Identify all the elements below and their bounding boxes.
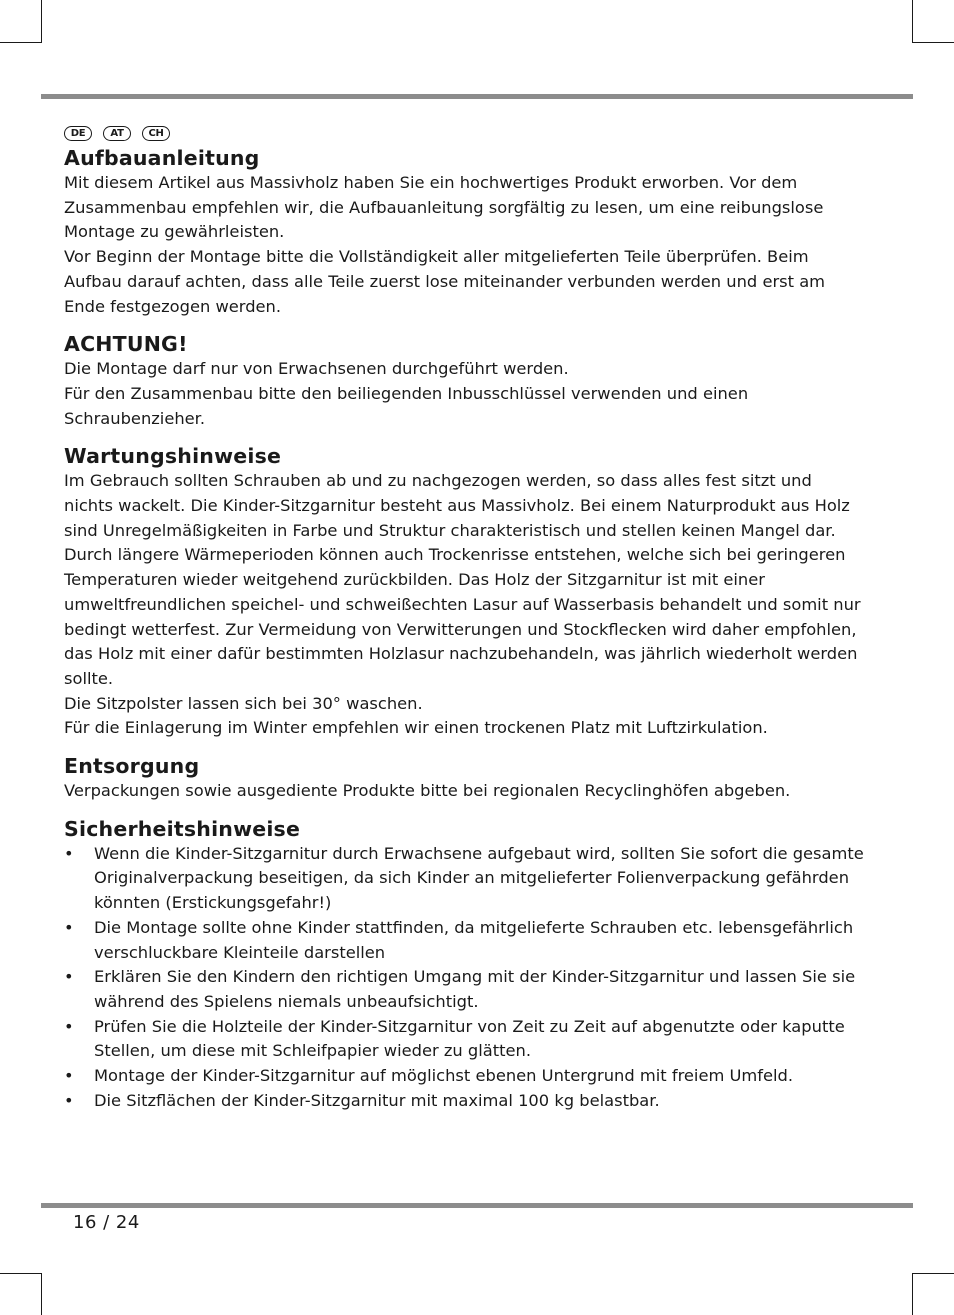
section-heading: ACHTUNG! xyxy=(64,332,188,357)
safety-list xyxy=(64,842,864,1114)
section-heading: Entsorgung xyxy=(64,754,200,779)
paragraph: Mit diesem Artikel aus Massivholz haben Sie ein hochwertiges Produkt erworben. Vor dem Zusammenbau empfehlen wir, die Aufbauanleitung sorgfältig zu lesen, um eine reibungslose Montage zu gewährleisten. xyxy=(64,173,824,242)
section-attention xyxy=(64,331,864,431)
section-disposal xyxy=(64,753,864,804)
page-number: 16 / 24 xyxy=(73,1212,140,1233)
crop-mark xyxy=(41,1273,42,1315)
section-safety xyxy=(64,816,864,1114)
list-item: • Montage der Kinder-Sitzgarnitur auf möglichst ebenen Untergrund mit freiem Umfeld. xyxy=(64,1064,864,1089)
crop-mark xyxy=(912,42,954,43)
crop-mark xyxy=(0,42,42,43)
section-maintenance xyxy=(64,443,864,741)
crop-mark xyxy=(912,1273,913,1315)
list-item: • Die Sitzflächen der Kinder-Sitzgarnitur mit maximal 100 kg belastbar. xyxy=(64,1089,864,1114)
section-heading: Wartungshinweise xyxy=(64,444,282,469)
country-badge-de: DE xyxy=(64,126,92,141)
country-badge-ch: CH xyxy=(142,126,170,141)
section-heading: Sicherheitshinweise xyxy=(64,816,301,841)
list-item: • Wenn die Kinder-Sitzgarnitur durch Erwachsene aufgebaut wird, sollten Sie sofort die gesamte Originalverpackung beseitigen, da sich Kinder an mitgelieferter Folienverpackung gefährden könnten (Erstickungsgefahr!) xyxy=(64,842,864,916)
paragraph: Vor Beginn der Montage bitte die Vollständigkeit aller mitgelieferten Teile überprüfen. Beim Aufbau darauf achten, dass alle Teile zuerst lose miteinander verbunden werden und erst am Ende festgezogen werden. xyxy=(64,247,826,316)
page-content xyxy=(64,122,864,1114)
paragraph: Für die Einlagerung im Winter empfehlen wir einen trockenen Platz mit Luftzirkulation. xyxy=(64,718,768,738)
paragraph: Die Montage darf nur von Erwachsenen durchgeführt werden. xyxy=(64,359,569,379)
paragraph: Für den Zusammenbau bitte den beiliegenden Inbusschlüssel verwenden und einen Schraubenzieher. xyxy=(64,383,749,428)
section-heading: Aufbauanleitung xyxy=(64,146,260,170)
footer-rule xyxy=(41,1203,913,1208)
crop-mark xyxy=(0,1273,42,1274)
paragraph: Verpackungen sowie ausgediente Produkte bitte bei regionalen Recyclinghöfen abgeben. xyxy=(64,781,791,801)
list-item: • Prüfen Sie die Holzteile der Kinder-Sitzgarnitur von Zeit zu Zeit auf abgenutzte oder kaputte Stellen, um diese mit Schleifpapier wieder zu glätten. xyxy=(64,1015,864,1064)
paragraph: Im Gebrauch sollten Schrauben ab und zu nachgezogen werden, so dass alles fest sitzt und nichts wackelt. Die Kinder-Sitzgarnitur besteht aus Massivholz. Bei einem Naturprodukt aus Holz sind Unregelmäßigkeiten in Farbe und Struktur charakteristisch und stellen keinen Mangel dar. Durch längere Wärmeperioden können auch Trockenrisse entstehen, welche sich bei geringeren Temperaturen wieder weitgehend zurückbilden. Das Holz der Sitzgarnitur ist mit einer umweltfreundlichen speichel- und schweißechten Lasur auf Wasserbasis behandelt und somit nur bedingt wetterfest. Zur Vermeidung von Verwitterungen und Stockflecken wird daher empfohlen, das Holz mit einer dafür bestimmten Holzlasur nachzubehandeln, was jährlich wiederholt werden sollte. xyxy=(64,471,861,688)
header-rule xyxy=(41,94,913,99)
list-item: • Erklären Sie den Kindern den richtigen Umgang mit der Kinder-Sitzgarnitur und lassen Sie sie während des Spielens niemals unbeaufsichtigt. xyxy=(64,965,864,1014)
crop-mark xyxy=(912,1273,954,1274)
paragraph: Die Sitzpolster lassen sich bei 30° waschen. xyxy=(64,693,423,713)
list-item: • Die Montage sollte ohne Kinder stattfinden, da mitgelieferte Schrauben etc. lebensgefährlich verschluckbare Kleinteile darstellen xyxy=(64,916,864,965)
section-assembly xyxy=(64,145,864,319)
crop-mark xyxy=(41,0,42,42)
country-badges xyxy=(64,122,864,144)
crop-mark xyxy=(912,0,913,42)
country-badge-at: AT xyxy=(103,126,131,141)
